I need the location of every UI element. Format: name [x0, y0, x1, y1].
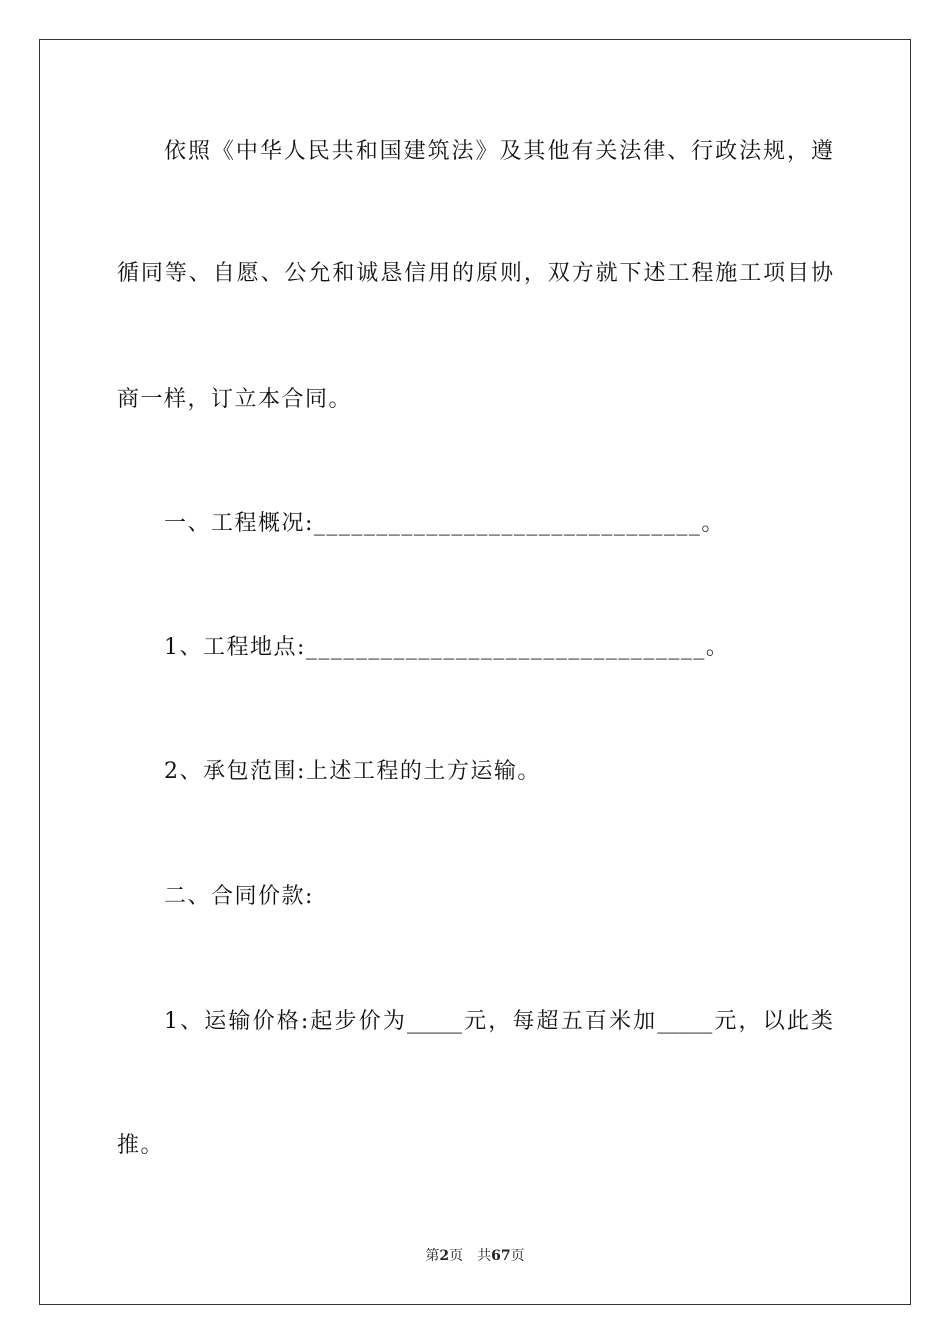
section-project-overview: 一、工程概况:_______________________________。: [164, 511, 725, 536]
footer-total-prefix: 共: [477, 1248, 492, 1264]
page-footer: [0, 1247, 950, 1265]
footer-page-prefix: 第: [425, 1248, 440, 1264]
section-contract-price: 二、合同价款:: [164, 884, 314, 909]
footer-page-suffix: 页: [449, 1248, 464, 1264]
item-transport-price-continued: 推。: [117, 1133, 165, 1158]
item-transport-price: 1、运输价格:起步价为_____元，每超五百米加_____元，以此类: [164, 1009, 833, 1034]
item-contract-scope: 2、承包范围:上述工程的土方运输。: [164, 759, 541, 784]
paragraph-line-1: 依照《中华人民共和国建筑法》及其他有关法律、行政法规，遵: [164, 139, 833, 164]
paragraph-line-2: 循同等、自愿、公允和诚恳信用的原则，双方就下述工程施工项目协: [117, 261, 833, 286]
page-frame: [39, 39, 911, 1305]
item-project-location: 1、工程地点:________________________________。: [164, 635, 730, 660]
footer-total-pages: 67: [491, 1248, 511, 1264]
paragraph-line-3: 商一样，订立本合同。: [117, 387, 353, 412]
footer-page-number: 2: [439, 1248, 450, 1264]
footer-total-suffix: 页: [510, 1248, 525, 1264]
